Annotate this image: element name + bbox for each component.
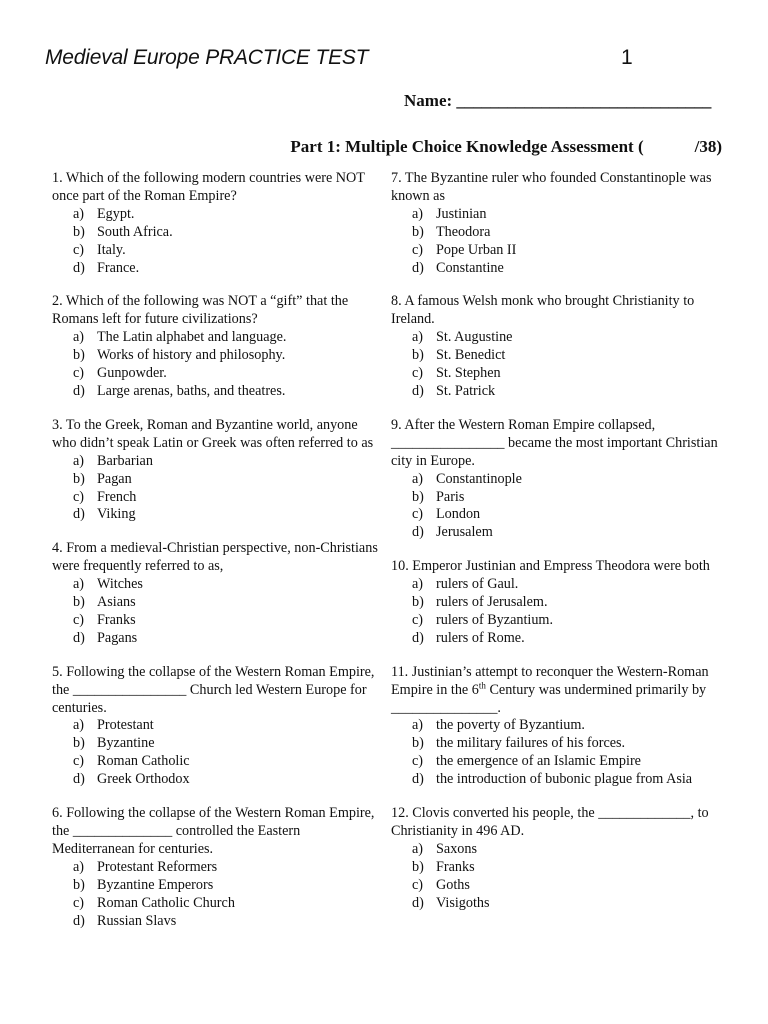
option-text: Protestant (97, 717, 154, 734)
option-text: the poverty of Byzantium. (436, 717, 585, 734)
answer-option (412, 524, 721, 542)
option-text: St. Benedict (436, 347, 506, 364)
answer-option (412, 630, 721, 648)
page-header (45, 46, 685, 76)
option-letter: c) (412, 876, 424, 893)
option-letter: c) (412, 506, 424, 523)
answer-options (52, 859, 378, 931)
question-text (391, 664, 721, 718)
option-text: France. (97, 259, 140, 276)
option-letter: d) (73, 912, 85, 929)
option-text: St. Patrick (436, 382, 496, 399)
option-letter: c) (73, 241, 85, 258)
question-text-start: 11. Justinian’s attempt to reconquer the Western-Roman Empire in the 6 (391, 663, 709, 698)
option-text: Pope Urban II (436, 241, 517, 258)
page-number: 1 (621, 46, 633, 69)
answer-option (73, 771, 378, 789)
option-text: Viking (97, 506, 136, 523)
option-letter: b) (73, 594, 85, 611)
answer-option (412, 329, 721, 347)
answer-option (73, 471, 378, 489)
option-text: the emergence of an Islamic Empire (436, 753, 641, 770)
answer-option (73, 877, 378, 895)
ordinal-suffix: th (478, 679, 486, 690)
option-letter: a) (73, 858, 85, 875)
answer-option (412, 735, 721, 753)
answer-option (412, 859, 721, 877)
answer-options (391, 329, 721, 401)
option-text: the military failures of his forces. (436, 735, 626, 752)
answer-option (73, 347, 378, 365)
option-text: Byzantine (97, 735, 155, 752)
option-letter: d) (412, 259, 424, 276)
question-text: 10. Emperor Justinian and Empress Theodora were both (391, 558, 710, 575)
question-text: 9. After the Western Roman Empire collapsed, ________________ became the most important Christian city in Europe. (391, 416, 718, 469)
option-letter: a) (73, 717, 85, 734)
answer-option (73, 735, 378, 753)
option-text: Franks (436, 858, 475, 875)
option-text: Franks (97, 611, 136, 628)
answer-option (412, 206, 721, 224)
name-field-line: Name: ______________________________ (404, 91, 712, 110)
option-letter: b) (412, 347, 424, 364)
answer-option (73, 383, 378, 401)
option-text: Barbarian (97, 452, 153, 469)
answer-option (73, 594, 378, 612)
option-text: rulers of Rome. (436, 629, 525, 646)
answer-options (52, 717, 378, 789)
answer-option (73, 612, 378, 630)
answer-option (412, 612, 721, 630)
option-letter: a) (73, 329, 85, 346)
answer-option (73, 453, 378, 471)
option-letter: b) (73, 347, 85, 364)
option-letter: c) (73, 753, 85, 770)
answer-options (391, 206, 721, 278)
answer-option (412, 471, 721, 489)
option-letter: c) (412, 753, 424, 770)
answer-options (391, 576, 721, 648)
option-text: Visigoths (436, 894, 490, 911)
option-text: Pagans (97, 629, 138, 646)
answer-option (412, 576, 721, 594)
option-letter: a) (412, 205, 424, 222)
option-letter: d) (412, 894, 424, 911)
question-text: 5. Following the collapse of the Western Roman Empire, the ________________ Church led Western Europe for centuries. (52, 663, 375, 716)
question-3 (52, 417, 378, 524)
option-letter: a) (412, 470, 424, 487)
option-text: Theodora (436, 223, 491, 240)
option-letter: c) (412, 611, 424, 628)
answer-option (73, 329, 378, 347)
option-text: Paris (436, 488, 465, 505)
option-text: Constantine (436, 259, 504, 276)
answer-option (73, 630, 378, 648)
answer-options (52, 329, 378, 401)
option-letter: a) (412, 717, 424, 734)
option-letter: c) (73, 488, 85, 505)
option-letter: a) (412, 840, 424, 857)
option-letter: d) (412, 382, 424, 399)
option-text: Gunpowder. (97, 365, 167, 382)
answer-option (412, 877, 721, 895)
answer-option (412, 753, 721, 771)
option-letter: d) (73, 259, 85, 276)
option-letter: b) (73, 735, 85, 752)
option-text: rulers of Gaul. (436, 576, 519, 593)
question-6 (52, 805, 378, 930)
option-letter: c) (73, 894, 85, 911)
question-9 (391, 417, 721, 542)
option-letter: c) (412, 241, 424, 258)
option-letter: b) (412, 594, 424, 611)
question-1 (52, 170, 378, 277)
question-10 (391, 558, 721, 648)
answer-option (73, 717, 378, 735)
option-letter: a) (412, 329, 424, 346)
option-text: Roman Catholic (97, 753, 190, 770)
answer-option (73, 859, 378, 877)
option-letter: d) (412, 524, 424, 541)
answer-option (73, 576, 378, 594)
answer-option (412, 771, 721, 789)
option-text: Russian Slavs (97, 912, 177, 929)
answer-options (52, 206, 378, 278)
question-text: 2. Which of the following was NOT a “gift” that the Romans left for future civilizations? (52, 293, 349, 328)
question-text: 7. The Byzantine ruler who founded Constantinople was known as (391, 170, 712, 204)
option-letter: c) (412, 365, 424, 382)
option-letter: b) (412, 735, 424, 752)
option-text: Constantinople (436, 470, 522, 487)
answer-option (73, 206, 378, 224)
answer-option (73, 260, 378, 278)
question-7 (391, 170, 721, 277)
option-letter: d) (412, 629, 424, 646)
answer-option (73, 365, 378, 383)
option-text: The Latin alphabet and language. (97, 329, 287, 346)
option-text: London (436, 506, 481, 523)
question-8 (391, 293, 721, 400)
answer-options (391, 841, 721, 913)
answer-option (73, 224, 378, 242)
option-letter: d) (73, 771, 85, 788)
question-2 (52, 293, 378, 400)
option-letter: a) (73, 205, 85, 222)
answer-option (412, 365, 721, 383)
answer-option (412, 594, 721, 612)
option-text: Egypt. (97, 205, 135, 222)
question-text: 12. Clovis converted his people, the _____________, to Christianity in 496 AD. (391, 805, 709, 839)
option-text: Italy. (97, 241, 126, 258)
answer-option (73, 895, 378, 913)
answer-option (73, 753, 378, 771)
option-letter: b) (412, 858, 424, 875)
answer-option (73, 506, 378, 524)
answer-option (73, 913, 378, 931)
option-letter: b) (412, 488, 424, 505)
left-question-column (52, 170, 378, 930)
option-text: Protestant Reformers (97, 858, 218, 875)
option-text: Works of history and philosophy. (97, 347, 286, 364)
answer-option (412, 841, 721, 859)
option-letter: a) (73, 576, 85, 593)
option-text: St. Stephen (436, 365, 501, 382)
answer-option (412, 489, 721, 507)
answer-option (412, 895, 721, 913)
answer-option (412, 242, 721, 260)
answer-option (412, 224, 721, 242)
option-text: Roman Catholic Church (97, 894, 235, 911)
option-text: the introduction of bubonic plague from Asia (436, 771, 693, 788)
answer-options (52, 453, 378, 525)
right-question-column (391, 170, 721, 913)
answer-option (412, 260, 721, 278)
option-text: Large arenas, baths, and theatres. (97, 382, 286, 399)
question-11 (391, 664, 721, 789)
question-text: 3. To the Greek, Roman and Byzantine world, anyone who didn’t speak Latin or Greek was often referred to as (52, 416, 374, 451)
option-letter: b) (73, 470, 85, 487)
option-letter: d) (73, 382, 85, 399)
option-text: Asians (97, 594, 136, 611)
question-text: 6. Following the collapse of the Western Roman Empire, the ______________ controlled the Eastern Mediterranean for centuries. (52, 805, 375, 857)
test-title: Medieval Europe PRACTICE TEST (45, 46, 369, 69)
option-letter: a) (412, 576, 424, 593)
question-12 (391, 805, 721, 912)
option-text: rulers of Jerusalem. (436, 594, 548, 611)
option-text: Pagan (97, 470, 132, 487)
option-text: Saxons (436, 840, 477, 857)
question-5 (52, 664, 378, 789)
option-letter: b) (73, 876, 85, 893)
answer-options (391, 471, 721, 543)
option-text: Witches (97, 576, 143, 593)
option-letter: a) (73, 452, 85, 469)
answer-option (73, 489, 378, 507)
option-text: St. Augustine (436, 329, 513, 346)
option-text: Byzantine Emperors (97, 876, 214, 893)
answer-option (412, 347, 721, 365)
option-text: French (97, 488, 137, 505)
option-text: Justinian (436, 205, 487, 222)
answer-option (412, 383, 721, 401)
option-letter: c) (73, 611, 85, 628)
question-text: 4. From a medieval-Christian perspective, non-Christians were frequently referred to as, (52, 540, 378, 575)
option-text: Goths (436, 876, 470, 893)
option-text: South Africa. (97, 223, 173, 240)
option-letter: b) (412, 223, 424, 240)
part-heading: Part 1: Multiple Choice Knowledge Assessment ( /38) (290, 137, 722, 156)
option-text: Jerusalem (436, 524, 493, 541)
option-letter: d) (73, 506, 85, 523)
question-text-end: Century was undermined primarily by _______________. (391, 681, 707, 716)
answer-options (52, 576, 378, 648)
option-text: rulers of Byzantium. (436, 611, 554, 628)
answer-option (412, 717, 721, 735)
option-text: Greek Orthodox (97, 771, 190, 788)
answer-option (412, 506, 721, 524)
answer-option (73, 242, 378, 260)
answer-options (391, 717, 721, 789)
option-letter: b) (73, 223, 85, 240)
option-letter: c) (73, 365, 85, 382)
question-text: 1. Which of the following modern countries were NOT once part of the Roman Empire? (52, 170, 365, 204)
question-4 (52, 540, 378, 647)
option-letter: d) (412, 771, 424, 788)
question-text: 8. A famous Welsh monk who brought Christianity to Ireland. (391, 293, 695, 328)
option-letter: d) (73, 629, 85, 646)
